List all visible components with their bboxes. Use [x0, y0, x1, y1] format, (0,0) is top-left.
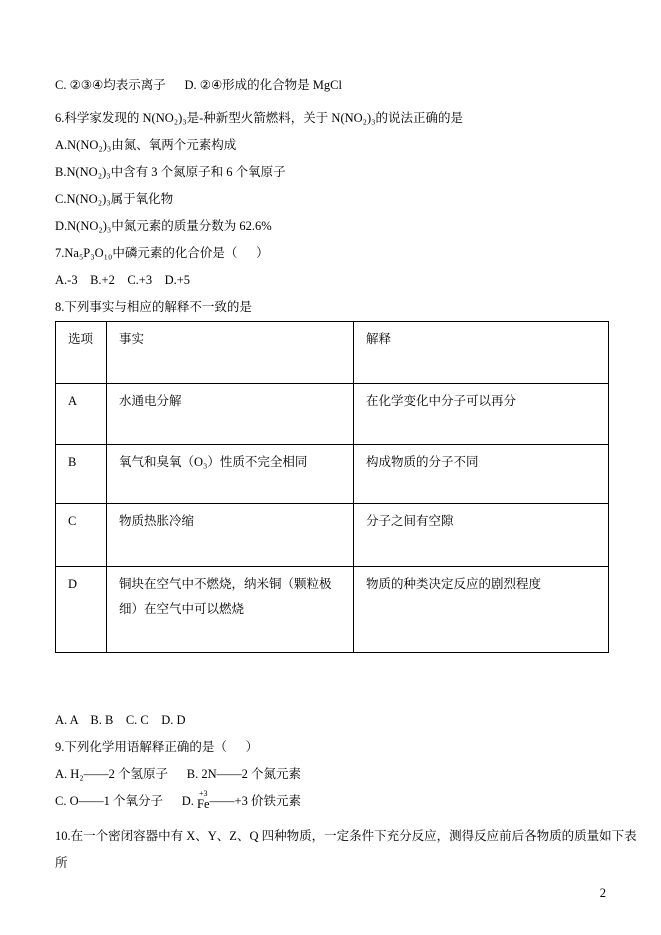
q8-row-c-option: C [56, 504, 107, 567]
q8-table-row-a [56, 384, 609, 445]
q6-option-c: C.N(NO₂)₃属于氧化物 [55, 192, 174, 206]
q8-row-b-explanation: 构成物质的分子不同 [354, 445, 609, 504]
q8-row-d-option: D [56, 567, 107, 653]
q6-option-d: D.N(NO₂)₃中氮元素的质量分数为 62.6% [55, 219, 272, 233]
q8-row-a-explanation: 在化学变化中分子可以再分 [354, 384, 609, 445]
q8-header-option: 选项 [56, 322, 107, 384]
q9-option-d-text: ——+3 价铁元素 [209, 794, 301, 808]
page-number: 2 [599, 886, 606, 900]
q8-header-explanation: 解释 [354, 322, 609, 384]
q8-header-fact: 事实 [107, 322, 354, 384]
q8-row-a-option: A [56, 384, 107, 445]
q7-options: A.-3 B.+2 C.+3 D.+5 [55, 273, 191, 287]
q9-options-ab: A. H₂——2 个氢原子 B. 2N——2 个氮元素 [55, 767, 302, 781]
q9-stem: 9.下列化学用语解释正确的是（ ） [55, 740, 259, 754]
q8-row-d-explanation: 物质的种类决定反应的剧烈程度 [354, 567, 609, 653]
q6-option-b: B.N(NO₂)₃中含有 3 个氮原子和 6 个氧原子 [55, 165, 286, 179]
q8-options: A. A B. B C. C D. D [55, 713, 186, 727]
q8-row-a-fact: 水通电分解 [107, 384, 354, 445]
q7-stem: 7.Na₅P₃O₁₀中磷元素的化合价是（ ） [55, 246, 269, 260]
q5-options-cd: C. ②③④均表示离子 D. ②④形成的化合物是 MgCl [55, 78, 342, 92]
q8-table-header-row [56, 322, 609, 384]
page-content [55, 72, 647, 877]
q8-row-b-option: B [56, 445, 107, 504]
q8-row-c-explanation: 分子之间有空隙 [354, 504, 609, 567]
q9-option-c-text: C. O——1 个氧分子 D. [55, 794, 198, 808]
q6-stem: 6.科学家发现的 N(NO₂)₃是-种新型火箭燃料，关于 N(NO₂)₃的说法正确的是 [55, 111, 464, 125]
q8-row-d-fact: 铜块在空气中不燃烧，纳米铜（颗粒极细）在空气中可以燃烧 [107, 567, 354, 653]
q8-stem: 8.下列事实与相应的解释不一致的是 [55, 300, 252, 314]
q8-row-b-fact: 氧气和臭氧（O₃）性质不完全相同 [107, 445, 354, 504]
fe-valence-notation [197, 790, 210, 811]
fe-valence-superscript: +3 [199, 789, 208, 798]
q8-table-row-b [56, 445, 609, 504]
fe-element-symbol: Fe [197, 797, 210, 811]
q9-options-cd [55, 788, 647, 815]
q8-row-c-fact: 物质热胀冷缩 [107, 504, 354, 567]
q8-table-row-d [56, 567, 609, 653]
q8-table-row-c [56, 504, 609, 567]
q8-fact-explanation-table [55, 321, 609, 653]
q6-option-a: A.N(NO₂)₃由氮、氧两个元素构成 [55, 138, 237, 152]
q10-stem: 10.在一个密闭容器中有 X、Y、Z、Q 四种物质，一定条件下充分反应，测得反应前后各物质的质量如下表所 [55, 829, 637, 870]
